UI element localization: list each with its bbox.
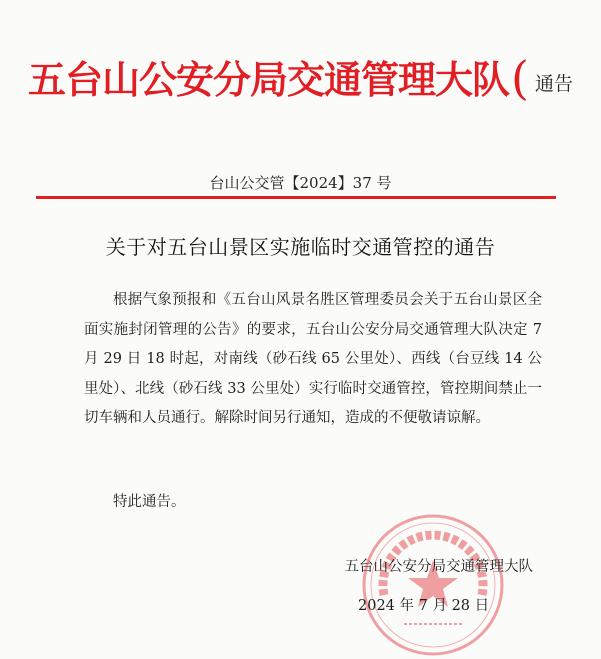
official-seal-stamp [360, 512, 506, 658]
signing-date: 2024 年 7 月 28 日 [358, 598, 490, 614]
document-title: 关于对五台山景区实施临时交通管控的通告 [105, 235, 496, 259]
signing-organization: 五台山公安分局交通管理大队 [344, 559, 533, 575]
body-paragraph: 根据气象预报和《五台山风景名胜区管理委员会关于五台山景区全面实施封闭管理的公告》的要求，五台山公安分局交通管理大队决定 7 月 29 日 18 时起，对南线（砂石线 65 公里处）、西线（台豆线 14 公里处）、北线（砂石线 33 公里处）实行临时交通管控，管控期间禁止一切车辆和人员通行。解除时间另行通知，造成的不便敬请谅解。 [84, 292, 542, 426]
closing-line: 特此通告。 [113, 494, 186, 510]
red-separator-line [36, 196, 556, 199]
masthead-paren: ( [511, 51, 529, 105]
masthead [28, 40, 588, 120]
document-number: 台山公交管【2024】37 号 [209, 174, 392, 192]
document-body [84, 286, 542, 434]
masthead-org-name: 五台山公安分局交通管理大队 [28, 57, 510, 102]
masthead-doc-type: 通告 [534, 72, 573, 95]
